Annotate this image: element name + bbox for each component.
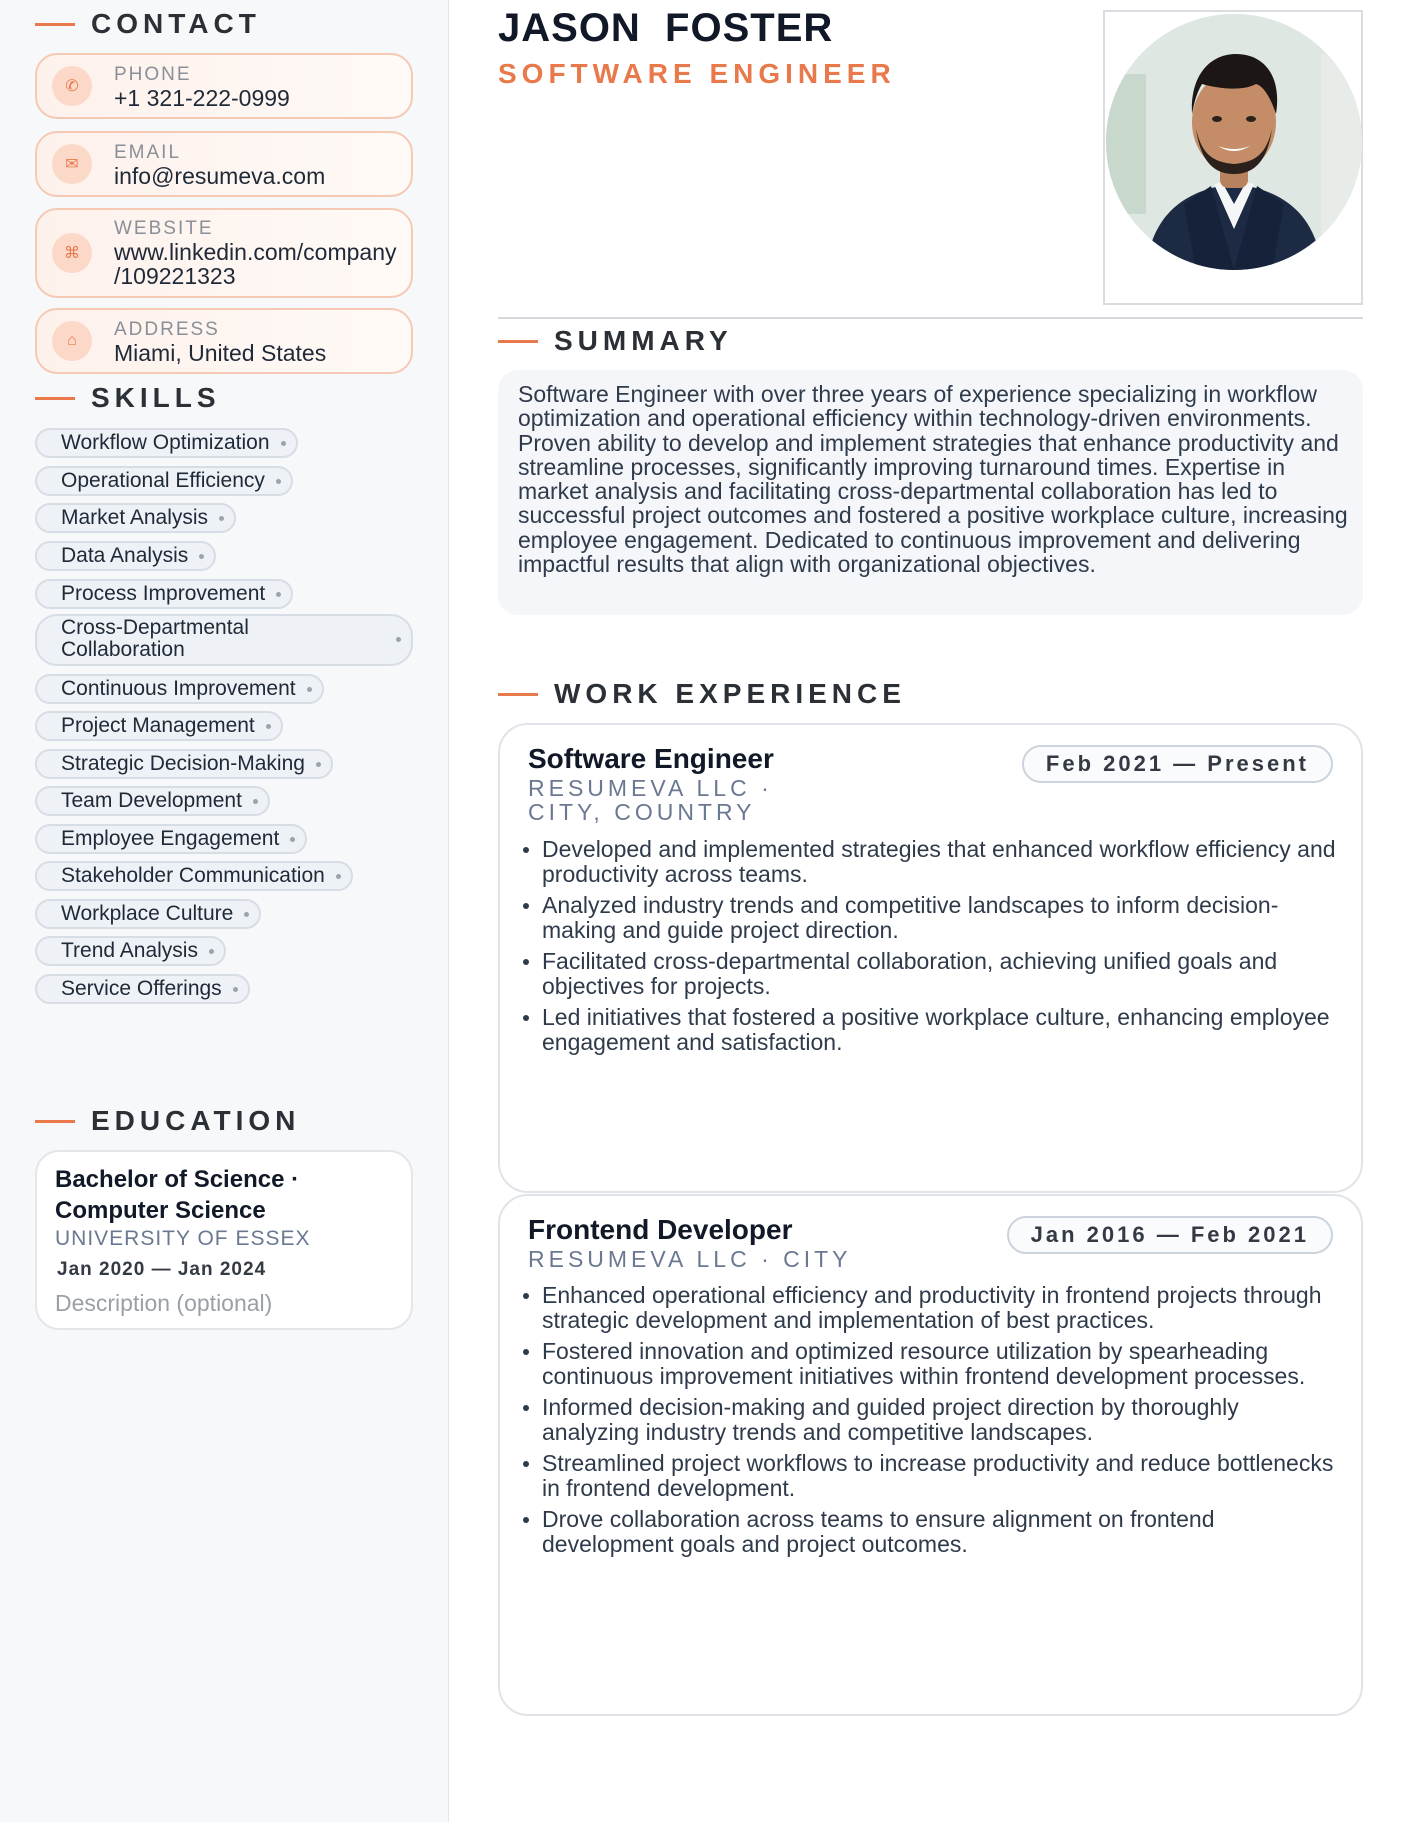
job-bullet: Analyzed industry trends and competitive landscapes to inform decision-making and guide project direction. bbox=[520, 893, 1340, 942]
education-dates: Jan 2020 — Jan 2024 bbox=[57, 1259, 267, 1280]
skill-tag bbox=[35, 974, 250, 1004]
education-card bbox=[35, 1150, 413, 1330]
heading-accent-line bbox=[35, 23, 75, 26]
dot-icon bbox=[233, 987, 238, 992]
email-label: EMAIL bbox=[114, 142, 182, 163]
dot-icon bbox=[266, 724, 271, 729]
contact-address-card[interactable] bbox=[35, 308, 413, 374]
skill-label: Operational Efficiency bbox=[61, 469, 265, 492]
website-value-line2: /109221323 bbox=[114, 263, 236, 289]
home-icon: ⌂ bbox=[52, 321, 92, 361]
heading-accent-line bbox=[498, 693, 538, 696]
heading-accent-line bbox=[35, 397, 75, 400]
skill-label: Cross-Departmental bbox=[61, 616, 249, 639]
experience-heading bbox=[498, 678, 906, 710]
candidate-role: SOFTWARE ENGINEER bbox=[498, 58, 896, 89]
phone-icon: ✆ bbox=[52, 66, 92, 106]
job-dates-badge: Jan 2016 — Feb 2021 bbox=[1007, 1216, 1333, 1254]
job-dates-badge: Feb 2021 — Present bbox=[1022, 745, 1333, 783]
phone-label: PHONE bbox=[114, 64, 192, 85]
skill-label: Employee Engagement bbox=[61, 827, 280, 850]
dot-icon bbox=[244, 912, 249, 917]
website-label: WEBSITE bbox=[114, 218, 214, 239]
job-bullets bbox=[520, 1283, 1340, 1563]
dot-icon bbox=[199, 554, 204, 559]
skill-label: Process Improvement bbox=[61, 582, 266, 605]
skill-tag bbox=[35, 861, 353, 891]
dot-icon bbox=[219, 516, 224, 521]
education-degree: Bachelor of Science · Computer Science bbox=[55, 1166, 300, 1224]
job-bullet: Informed decision-making and guided project direction by thoroughly analyzing industry trends and competitive landscapes. bbox=[520, 1395, 1340, 1444]
dot-icon bbox=[209, 949, 214, 954]
skill-label: Strategic Decision-Making bbox=[61, 752, 305, 775]
email-value: info@resumeva.com bbox=[114, 163, 326, 189]
skill-label: Service Offerings bbox=[61, 977, 222, 1000]
experience-title: WORK EXPERIENCE bbox=[554, 678, 906, 709]
skill-tag bbox=[35, 899, 261, 929]
skill-tag bbox=[35, 503, 236, 533]
dot-icon bbox=[276, 479, 281, 484]
skill-tag bbox=[35, 674, 324, 704]
skill-tag bbox=[35, 824, 307, 854]
skills-title: SKILLS bbox=[91, 382, 221, 413]
contact-heading bbox=[35, 8, 261, 40]
job-bullet: Fostered innovation and optimized resource utilization by spearheading continuous improvement initiatives within frontend development processes. bbox=[520, 1339, 1340, 1388]
job-bullets bbox=[520, 837, 1340, 1061]
dot-icon bbox=[396, 637, 401, 642]
education-title: EDUCATION bbox=[91, 1105, 301, 1136]
main-content bbox=[449, 0, 1410, 1822]
education-heading bbox=[35, 1105, 300, 1137]
address-value: Miami, United States bbox=[114, 340, 327, 366]
job-title: Software Engineer bbox=[528, 743, 774, 774]
skill-label: Market Analysis bbox=[61, 506, 209, 529]
skill-label: Workflow Optimization bbox=[61, 431, 270, 454]
profile-photo bbox=[1106, 14, 1362, 270]
contact-title: CONTACT bbox=[91, 8, 261, 39]
dot-icon bbox=[281, 441, 286, 446]
dot-icon bbox=[336, 874, 341, 879]
job-card bbox=[498, 723, 1363, 1193]
skill-label: Project Management bbox=[61, 714, 255, 737]
mail-icon: ✉ bbox=[52, 144, 92, 184]
summary-box bbox=[498, 370, 1363, 615]
phone-value: +1 321-222-0999 bbox=[114, 85, 290, 111]
heading-accent-line bbox=[498, 340, 538, 343]
dot-icon bbox=[290, 837, 295, 842]
skill-tag bbox=[35, 466, 293, 496]
job-bullet: Streamlined project workflows to increase productivity and reduce bottlenecks in frontend development. bbox=[520, 1451, 1340, 1500]
skill-tag bbox=[35, 579, 293, 609]
skills-heading bbox=[35, 382, 221, 414]
summary-text: Software Engineer with over three years of experience specializing in workflow optimization and operational efficiency within technology-driven environments. Proven ability to develop and implement strategies that enhance productivity and streamline processes, significantly improving turnaround times. Expertise in market analysis and facilitating cross-departmental collaboration has led to successful project outcomes and fostered a positive workplace culture, increasing employee engagement. Dedicated to continuous improvement and delivering impactful results that align with organizational objectives. bbox=[518, 381, 1348, 578]
portrait-illustration bbox=[1106, 14, 1362, 270]
dot-icon bbox=[316, 762, 321, 767]
job-title: Frontend Developer bbox=[528, 1214, 793, 1245]
job-company: RESUMEVA LLC · CITY bbox=[528, 1246, 852, 1272]
job-bullet: Led initiatives that fostered a positive workplace culture, enhancing employee engagement and satisfaction. bbox=[520, 1005, 1340, 1054]
skill-label: Data Analysis bbox=[61, 544, 189, 567]
job-bullet: Developed and implemented strategies that enhanced workflow efficiency and productivity across teams. bbox=[520, 837, 1340, 886]
dot-icon bbox=[307, 687, 312, 692]
website-value: www.linkedin.com/company bbox=[114, 239, 397, 265]
contact-phone-card[interactable] bbox=[35, 53, 413, 119]
address-label: ADDRESS bbox=[114, 319, 220, 340]
header-divider bbox=[498, 317, 1363, 319]
contact-website-card[interactable] bbox=[35, 208, 413, 298]
skill-tag bbox=[35, 541, 216, 571]
skill-tag bbox=[35, 614, 413, 666]
skill-label: Collaboration bbox=[61, 638, 185, 661]
job-bullet: Drove collaboration across teams to ensure alignment on frontend development goals and project outcomes. bbox=[520, 1507, 1340, 1556]
job-card bbox=[498, 1194, 1363, 1716]
job-company: RESUMEVA LLC · bbox=[528, 775, 773, 801]
contact-email-card[interactable] bbox=[35, 131, 413, 197]
summary-title: SUMMARY bbox=[554, 325, 733, 356]
candidate-name: JASON FOSTER bbox=[498, 6, 834, 50]
skill-tag bbox=[35, 786, 270, 816]
skill-label: Team Development bbox=[61, 789, 242, 812]
skill-tag bbox=[35, 428, 298, 458]
job-bullet: Enhanced operational efficiency and productivity in frontend projects through strategic development and implementation of best practices. bbox=[520, 1283, 1340, 1332]
skill-label: Continuous Improvement bbox=[61, 677, 296, 700]
skill-tag bbox=[35, 936, 226, 966]
profile-photo-frame bbox=[1103, 10, 1363, 305]
skill-tag bbox=[35, 711, 283, 741]
skill-label: Trend Analysis bbox=[61, 939, 198, 962]
education-description: Description (optional) bbox=[55, 1290, 273, 1316]
skill-label: Stakeholder Communication bbox=[61, 864, 325, 887]
summary-heading bbox=[498, 325, 733, 357]
sidebar bbox=[0, 0, 449, 1822]
skill-label: Workplace Culture bbox=[61, 902, 234, 925]
job-location: CITY, COUNTRY bbox=[528, 799, 756, 825]
dot-icon bbox=[253, 799, 258, 804]
link-icon: ⌘ bbox=[52, 233, 92, 273]
skill-tag bbox=[35, 749, 333, 779]
heading-accent-line bbox=[35, 1120, 75, 1123]
dot-icon bbox=[276, 592, 281, 597]
education-school: UNIVERSITY OF ESSEX bbox=[55, 1227, 311, 1250]
job-bullet: Facilitated cross-departmental collaboration, achieving unified goals and objectives for projects. bbox=[520, 949, 1340, 998]
